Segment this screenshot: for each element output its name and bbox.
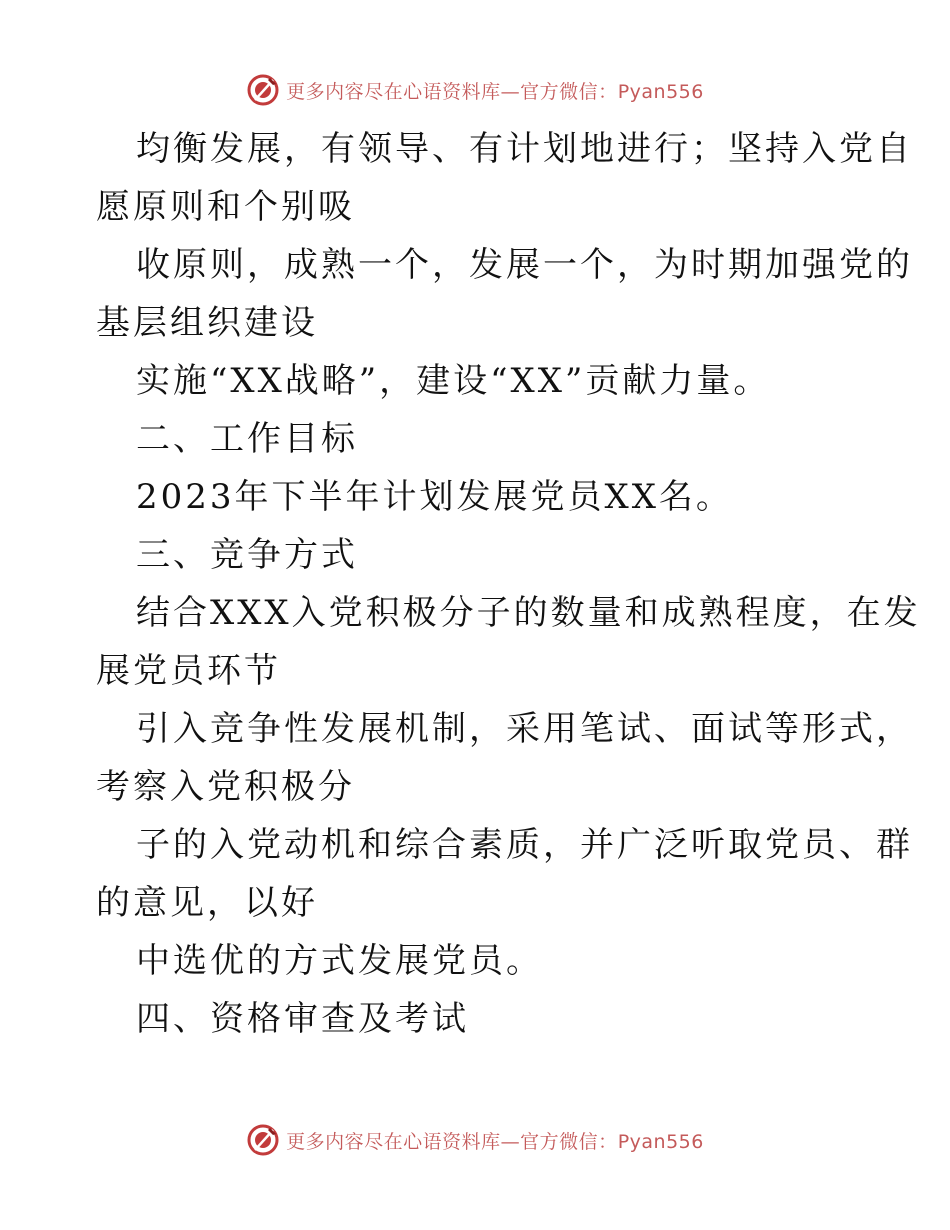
body-line: 均衡发展，有领导、有计划地进行；坚持入党自 [136, 129, 913, 169]
pen-logo-icon [246, 1123, 280, 1157]
body-line: 考察入党积极分 [96, 767, 355, 807]
body-line: 中选优的方式发展党员。 [136, 941, 543, 981]
footer-banner-dash: — [500, 1130, 521, 1153]
header-wechat-label: 官方微信： [520, 80, 618, 103]
body-line: 展党员环节 [96, 651, 281, 691]
section-heading-competition: 三、竞争方式 [136, 535, 358, 575]
header-banner-dash: — [500, 80, 521, 103]
header-wechat-id: Pyan556 [617, 80, 704, 103]
pen-logo-icon [246, 73, 280, 107]
body-line: 子的入党动机和综合素质，并广泛听取党员、群 [136, 825, 913, 865]
section-heading-qualification: 四、资格审查及考试 [136, 999, 469, 1039]
header-banner-main: 更多内容尽在心语资料库 [286, 80, 501, 103]
body-line: 结合XXX入党积极分子的数量和成熟程度，在发 [136, 593, 921, 633]
body-line: 愿原则和个别吸 [96, 187, 355, 227]
body-line: 引入竞争性发展机制，采用笔试、面试等形式， [136, 709, 913, 749]
footer-banner [0, 1120, 950, 1160]
body-line: 收原则，成熟一个，发展一个，为时期加强党的 [136, 245, 913, 285]
footer-banner-text [286, 1127, 704, 1154]
footer-wechat-label: 官方微信： [520, 1130, 618, 1153]
body-line: 的意见，以好 [96, 883, 318, 923]
body-line: 2023年下半年计划发展党员XX名。 [136, 477, 733, 517]
footer-wechat-id: Pyan556 [617, 1130, 704, 1153]
footer-banner-main: 更多内容尽在心语资料库 [286, 1130, 501, 1153]
header-banner [0, 70, 950, 110]
document-body [96, 120, 921, 1048]
body-line: 基层组织建设 [96, 303, 318, 343]
body-line: 实施“XX战略”，建设“XX”贡献力量。 [136, 361, 771, 401]
header-banner-text [286, 77, 704, 104]
section-heading-goals: 二、工作目标 [136, 419, 358, 459]
